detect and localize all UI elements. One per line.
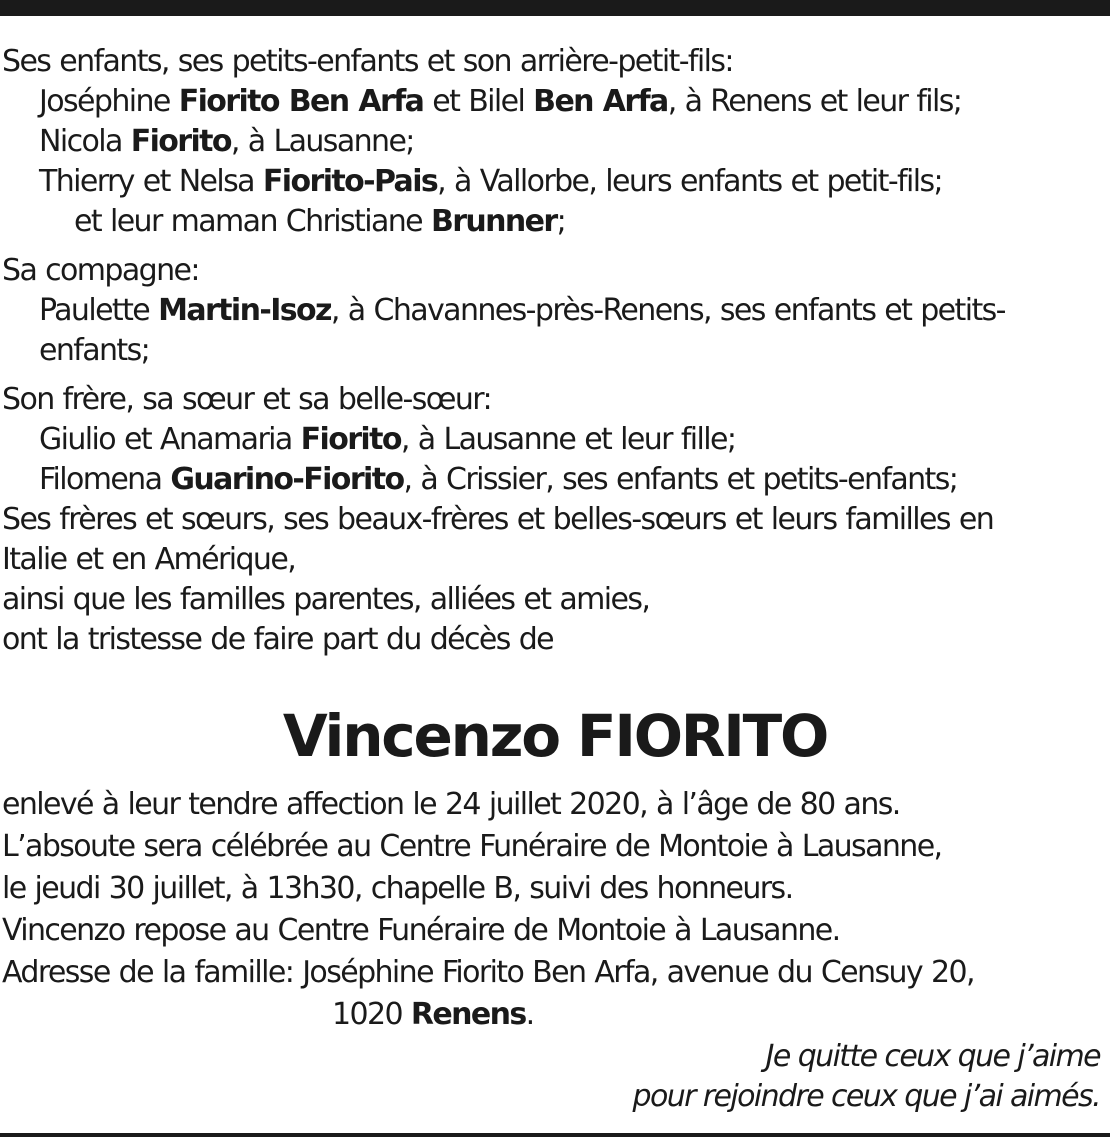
details-line-3: le jeudi 30 juillet, à 13h30, chapelle B, suivi des honneurs. — [2, 871, 793, 906]
surname: Brunner — [430, 204, 557, 239]
closing-quote — [633, 1037, 1100, 1117]
top-rule — [0, 0, 1110, 16]
surname: Fiorito — [300, 422, 401, 457]
surname: Ben Arfa — [533, 84, 668, 119]
family-section — [2, 42, 1102, 660]
companion-intro: Sa compagne: — [2, 253, 199, 288]
surname: Guarino-Fiorito — [170, 462, 404, 497]
address-line-cont: 1020 Renens. — [332, 997, 534, 1032]
others-line-2: Italie et en Amérique, — [2, 542, 296, 577]
city: Renens — [410, 997, 526, 1032]
surname: Fiorito Ben Arfa — [178, 84, 424, 119]
deceased-name: Vincenzo FIORITO — [282, 702, 828, 770]
siblings-intro: Son frère, sa sœur et sa belle-sœur: — [2, 382, 492, 417]
quote-line-2: pour rejoindre ceux que j’ai aimés. — [632, 1079, 1100, 1114]
others-line-1: Ses frères et sœurs, ses beaux-frères et belles-sœurs et leurs familles en — [2, 502, 994, 537]
others-line-3: ainsi que les familles parentes, alliées et amies, — [2, 582, 650, 617]
details-line-4: Vincenzo repose au Centre Funéraire de Montoie à Lausanne. — [2, 913, 840, 948]
child-line-1: Joséphine Fiorito Ben Arfa et Bilel Ben Arfa, à Renens et leur fils; — [39, 84, 962, 119]
sibling-line-1: Giulio et Anamaria Fiorito, à Lausanne et leur fille; — [39, 422, 736, 457]
surname: Fiorito — [130, 124, 231, 159]
others-line-4: ont la tristesse de faire part du décès de — [2, 622, 554, 657]
details-section — [2, 784, 1102, 1036]
address-line: Adresse de la famille: Joséphine Fiorito Ben Arfa, avenue du Censuy 20, — [2, 955, 974, 990]
bottom-rule — [0, 1133, 1110, 1137]
sibling-line-2: Filomena Guarino-Fiorito, à Crissier, ses enfants et petits-enfants; — [39, 462, 958, 497]
companion-line-cont: enfants; — [39, 333, 150, 368]
companion-line: Paulette Martin-Isoz, à Chavannes-près-Renens, ses enfants et petits- — [39, 293, 1005, 328]
details-line-1: enlevé à leur tendre affection le 24 juillet 2020, à l’âge de 80 ans. — [2, 787, 900, 822]
child-line-3b: et leur maman Christiane Brunner; — [74, 204, 566, 239]
child-line-3: Thierry et Nelsa Fiorito-Pais, à Vallorbe, leurs enfants et petit-fils; — [39, 164, 943, 199]
child-line-2: Nicola Fiorito, à Lausanne; — [39, 124, 414, 159]
surname: Martin-Isoz — [158, 293, 331, 328]
children-intro: Ses enfants, ses petits-enfants et son arrière-petit-fils: — [2, 44, 733, 79]
details-line-2: L’absoute sera célébrée au Centre Funéraire de Montoie à Lausanne, — [2, 829, 942, 864]
quote-line-1: Je quitte ceux que j’aime — [765, 1039, 1100, 1074]
surname: Fiorito-Pais — [262, 164, 438, 199]
